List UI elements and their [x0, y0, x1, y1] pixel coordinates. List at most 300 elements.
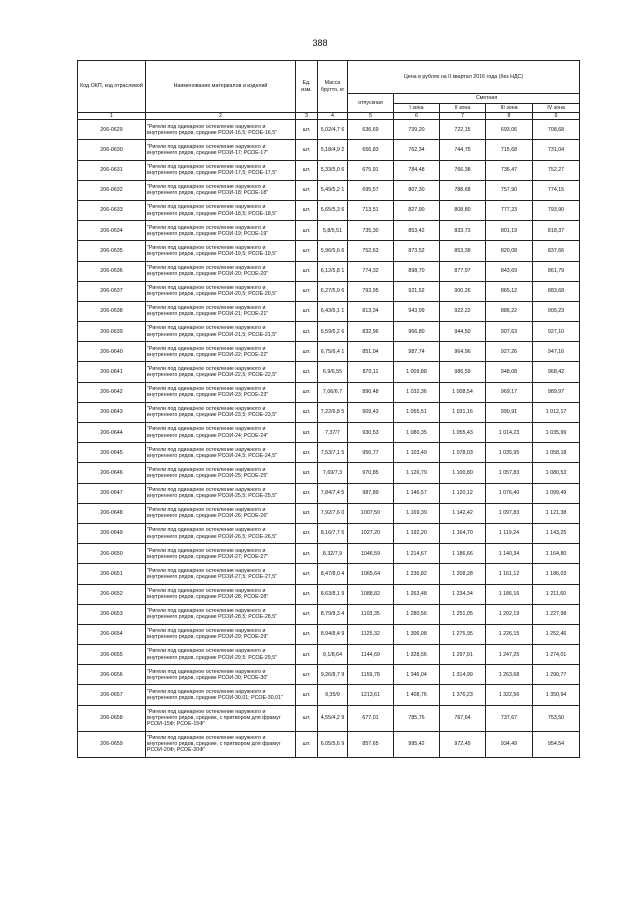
row-release-price: 987,89: [348, 483, 394, 503]
row-zone-3-price: 1 097,83: [486, 503, 533, 523]
row-code: 206-0654: [78, 624, 146, 644]
row-zone-1-price: 784,48: [394, 160, 440, 180]
row-zone-3-price: 843,69: [486, 261, 533, 281]
row-name: "Ригели под одинарное остекление наружного и внутреннего рядов, средние РСОИ-28,5; РСОЕ-28,5": [146, 604, 296, 624]
row-zone-1-price: 1 192,20: [394, 523, 440, 543]
row-zone-4-price: 1 350,94: [533, 685, 580, 705]
row-unit: шт.: [296, 241, 318, 261]
row-release-price: 1159,78: [348, 665, 394, 685]
row-release-price: 774,32: [348, 261, 394, 281]
row-zone-1-price: 987,74: [394, 342, 440, 362]
row-zone-4-price: 1 290,77: [533, 665, 580, 685]
row-code: 206-0659: [78, 731, 146, 757]
row-mass: 8,63/8,1 9: [318, 584, 348, 604]
row-name: "Ригели под одинарное остекление наружного и внутреннего рядов, средние РСОИ-30,01; РСОЕ-30,01": [146, 685, 296, 705]
row-code: 206-0655: [78, 645, 146, 665]
header-zone-2: II зона: [440, 104, 486, 113]
row-code: 206-0656: [78, 665, 146, 685]
row-zone-3-price: 1 263,68: [486, 665, 533, 685]
row-zone-3-price: 801,19: [486, 221, 533, 241]
table-row: [78, 503, 580, 523]
row-release-price: 832,96: [348, 322, 394, 342]
row-zone-4-price: 1 099,49: [533, 483, 580, 503]
row-code: 206-0629: [78, 120, 146, 140]
row-release-price: 1088,82: [348, 584, 394, 604]
row-zone-4-price: 731,04: [533, 140, 580, 160]
row-mass: 8,79/8,3 4: [318, 604, 348, 624]
row-code: 206-0650: [78, 544, 146, 564]
column-number: 2: [146, 113, 296, 120]
row-zone-3-price: 1 202,19: [486, 604, 533, 624]
row-zone-3-price: 1 247,25: [486, 645, 533, 665]
row-name: "Ригели под одинарное остекление наружного и внутреннего рядов, средние РСОИ-29; РСОЕ-29": [146, 624, 296, 644]
row-release-price: 1103,35: [348, 604, 394, 624]
row-unit: шт.: [296, 665, 318, 685]
row-unit: шт.: [296, 200, 318, 220]
row-release-price: 677,01: [348, 705, 394, 731]
row-unit: шт.: [296, 523, 318, 543]
row-mass: 5,02/4,7 6: [318, 120, 348, 140]
row-zone-2-price: 1 078,03: [440, 443, 486, 463]
table-row: [78, 523, 580, 543]
column-number: 6: [394, 113, 440, 120]
column-number: 9: [533, 113, 580, 120]
row-zone-2-price: 788,68: [440, 180, 486, 200]
row-zone-1-price: 1 306,08: [394, 624, 440, 644]
table-row: [78, 731, 580, 757]
row-name: "Ригели под одинарное остекление наружного и внутреннего рядов, средние РСОИ-23,5; РСОЕ-23,5": [146, 402, 296, 422]
row-name: "Ригели под одинарное остекление наружного и внутреннего рядов, средние РСОИ-25,5; РСОЕ-25,5": [146, 483, 296, 503]
row-release-price: 752,63: [348, 241, 394, 261]
row-name: "Ригели под одинарное остекление наружного и внутреннего рядов, средние РСОИ-20,5; РСОЕ-20,5": [146, 281, 296, 301]
row-zone-1-price: 853,42: [394, 221, 440, 241]
row-zone-2-price: 972,45: [440, 731, 486, 757]
row-zone-1-price: 1 032,36: [394, 382, 440, 402]
row-zone-4-price: 947,16: [533, 342, 580, 362]
row-zone-3-price: 1 161,12: [486, 564, 533, 584]
row-name: "Ригели под одинарное остекление наружного и внутреннего рядов, средние РСОИ-26; РСОЕ-26": [146, 503, 296, 523]
table-row: [78, 322, 580, 342]
row-zone-1-price: 1 236,82: [394, 564, 440, 584]
row-release-price: 1046,59: [348, 544, 394, 564]
row-mass: 6,05/5,6 9: [318, 731, 348, 757]
row-zone-3-price: 777,23: [486, 200, 533, 220]
table-row: [78, 301, 580, 321]
row-code: 206-0649: [78, 523, 146, 543]
row-unit: шт.: [296, 362, 318, 382]
row-zone-2-price: 1 376,23: [440, 685, 486, 705]
row-code: 206-0653: [78, 604, 146, 624]
row-name: "Ригели под одинарное остекление наружного и внутреннего рядов, средние РСОИ-22,5; РСОЕ-22,5": [146, 362, 296, 382]
row-zone-2-price: 1 234,34: [440, 584, 486, 604]
table-row: [78, 281, 580, 301]
row-zone-2-price: 1 186,66: [440, 544, 486, 564]
table-row: [78, 140, 580, 160]
header-zone-3: III зона: [486, 104, 533, 113]
row-release-price: 1065,64: [348, 564, 394, 584]
row-name: "Ригели под одинарное остекление наружного и внутреннего рядов, средние РСОИ-27; РСОЕ-27": [146, 544, 296, 564]
row-zone-3-price: 1 226,15: [486, 624, 533, 644]
row-release-price: 1007,50: [348, 503, 394, 523]
row-unit: шт.: [296, 140, 318, 160]
table-row: [78, 604, 580, 624]
row-zone-3-price: 865,12: [486, 281, 533, 301]
row-mass: 6,9/6,55: [318, 362, 348, 382]
row-zone-1-price: 1 080,35: [394, 423, 440, 443]
table-row: [78, 624, 580, 644]
row-zone-1-price: 1 009,88: [394, 362, 440, 382]
row-release-price: 970,85: [348, 463, 394, 483]
row-zone-1-price: 921,52: [394, 281, 440, 301]
row-code: 206-0646: [78, 463, 146, 483]
row-zone-3-price: 886,22: [486, 301, 533, 321]
row-unit: шт.: [296, 544, 318, 564]
row-release-price: 713,51: [348, 200, 394, 220]
row-zone-4-price: 1 211,60: [533, 584, 580, 604]
row-zone-3-price: 757,90: [486, 180, 533, 200]
row-unit: шт.: [296, 584, 318, 604]
row-code: 206-0657: [78, 685, 146, 705]
row-zone-2-price: 767,64: [440, 705, 486, 731]
column-number: 1: [78, 113, 146, 120]
column-number: 5: [348, 113, 394, 120]
row-zone-2-price: 1 142,42: [440, 503, 486, 523]
row-release-price: 857,65: [348, 731, 394, 757]
row-code: 206-0647: [78, 483, 146, 503]
row-unit: шт.: [296, 301, 318, 321]
row-zone-1-price: 762,34: [394, 140, 440, 160]
row-unit: шт.: [296, 120, 318, 140]
table-row: [78, 342, 580, 362]
row-mass: 9,1/8,64: [318, 645, 348, 665]
row-name: "Ригели под одинарное остекление наружного и внутреннего рядов, средние РСОИ-24,5; РСОЕ-24,5": [146, 443, 296, 463]
table-row: [78, 443, 580, 463]
header-zone-4: IV зона: [533, 104, 580, 113]
row-code: 206-0634: [78, 221, 146, 241]
column-number: 7: [440, 113, 486, 120]
row-mass: 5,96/5,6 6: [318, 241, 348, 261]
row-unit: шт.: [296, 342, 318, 362]
row-zone-3-price: 990,91: [486, 402, 533, 422]
row-zone-3-price: 1 140,34: [486, 544, 533, 564]
header-price-group: Цена в рублях на II квартал 2016 года (без НДС): [348, 61, 580, 94]
row-mass: 7,53/7,1 5: [318, 443, 348, 463]
row-unit: шт.: [296, 604, 318, 624]
row-zone-4-price: 837,66: [533, 241, 580, 261]
row-release-price: 950,77: [348, 443, 394, 463]
row-unit: шт.: [296, 423, 318, 443]
row-unit: шт.: [296, 624, 318, 644]
row-name: "Ригели под одинарное остекление наружного и внутреннего рядов, средние РСОИ-30; РСОЕ-30": [146, 665, 296, 685]
table-row: [78, 423, 580, 443]
row-zone-4-price: 883,68: [533, 281, 580, 301]
row-zone-3-price: 1 322,56: [486, 685, 533, 705]
row-zone-4-price: 752,27: [533, 160, 580, 180]
row-code: 206-0637: [78, 281, 146, 301]
row-release-price: 1027,20: [348, 523, 394, 543]
row-unit: шт.: [296, 443, 318, 463]
row-release-price: 870,11: [348, 362, 394, 382]
row-zone-4-price: 1 121,38: [533, 503, 580, 523]
row-zone-1-price: 1 214,67: [394, 544, 440, 564]
row-release-price: 675,91: [348, 160, 394, 180]
row-code: 206-0636: [78, 261, 146, 281]
row-unit: шт.: [296, 402, 318, 422]
row-mass: 7,37/7: [318, 423, 348, 443]
row-zone-4-price: 954,54: [533, 731, 580, 757]
row-release-price: 813,34: [348, 301, 394, 321]
column-number: 8: [486, 113, 533, 120]
row-zone-1-price: 739,20: [394, 120, 440, 140]
row-unit: шт.: [296, 645, 318, 665]
header-zone-1: I зона: [394, 104, 440, 113]
row-name: "Ригели под одинарное остекление наружного и внутреннего рядов, средние РСОИ-26,5; РСОЕ-26,5": [146, 523, 296, 543]
table-row: [78, 402, 580, 422]
row-zone-3-price: 948,08: [486, 362, 533, 382]
header-estimate: Сметная: [394, 94, 580, 104]
row-zone-1-price: 1 346,04: [394, 665, 440, 685]
header-mass: Масса брутто, кг: [318, 61, 348, 113]
row-unit: шт.: [296, 731, 318, 757]
row-zone-4-price: 1 012,17: [533, 402, 580, 422]
row-zone-1-price: 898,70: [394, 261, 440, 281]
row-release-price: 695,57: [348, 180, 394, 200]
page-number: 388: [312, 38, 328, 48]
row-release-price: 1213,61: [348, 685, 394, 705]
table-row: [78, 120, 580, 140]
row-mass: 5,8/5,51: [318, 221, 348, 241]
table-row: [78, 685, 580, 705]
row-name: "Ригели под одинарное остекление наружного и внутреннего рядов, средние РСОИ-16,5; РСОЕ-16,5": [146, 120, 296, 140]
row-name: "Ригели под одинарное остекление наружного и внутреннего рядов, средние РСОИ-28; РСОЕ-28": [146, 584, 296, 604]
row-name: "Ригели под одинарное остекление наружного и внутреннего рядов, средние РСОИ-25; РСОЕ-25": [146, 463, 296, 483]
row-unit: шт.: [296, 221, 318, 241]
row-mass: 5,18/4,9 2: [318, 140, 348, 160]
row-mass: 5,49/5,2 1: [318, 180, 348, 200]
row-zone-1-price: 966,80: [394, 322, 440, 342]
table-row: [78, 160, 580, 180]
row-unit: шт.: [296, 160, 318, 180]
row-mass: 9,35/9: [318, 685, 348, 705]
row-zone-2-price: 964,96: [440, 342, 486, 362]
row-code: 206-0648: [78, 503, 146, 523]
row-mass: 6,75/6,4 1: [318, 342, 348, 362]
column-number: 3: [296, 113, 318, 120]
row-code: 206-0632: [78, 180, 146, 200]
row-zone-1-price: 1 169,39: [394, 503, 440, 523]
row-unit: шт.: [296, 705, 318, 731]
row-zone-2-price: 1 120,12: [440, 483, 486, 503]
row-zone-2-price: 922,22: [440, 301, 486, 321]
row-zone-2-price: 1 275,95: [440, 624, 486, 644]
price-table: [77, 60, 580, 758]
header-name: Наименование материалов и изделий: [146, 61, 296, 113]
row-zone-2-price: 1 008,54: [440, 382, 486, 402]
header-release: отпускная: [348, 94, 394, 113]
table-row: [78, 200, 580, 220]
row-zone-1-price: 827,90: [394, 200, 440, 220]
row-zone-2-price: 1 055,43: [440, 423, 486, 443]
row-unit: шт.: [296, 322, 318, 342]
row-zone-2-price: 853,38: [440, 241, 486, 261]
row-code: 206-0639: [78, 322, 146, 342]
row-code: 206-0641: [78, 362, 146, 382]
table-row: [78, 382, 580, 402]
row-unit: шт.: [296, 564, 318, 584]
row-zone-4-price: 1 058,18: [533, 443, 580, 463]
row-release-price: 909,43: [348, 402, 394, 422]
row-zone-1-price: 1 408,76: [394, 685, 440, 705]
row-name: "Ригели под одинарное остекление наружного и внутреннего рядов, средние РСОИ-20; РСОЕ-20": [146, 261, 296, 281]
row-name: "Ригели под одинарное остекление наружного и внутреннего рядов, средние РСОИ-17; РСОЕ-17": [146, 140, 296, 160]
row-zone-4-price: 818,37: [533, 221, 580, 241]
row-release-price: 656,83: [348, 140, 394, 160]
row-zone-3-price: 934,49: [486, 731, 533, 757]
row-zone-2-price: 877,97: [440, 261, 486, 281]
row-zone-2-price: 1 251,05: [440, 604, 486, 624]
row-mass: 7,84/7,4 5: [318, 483, 348, 503]
row-unit: шт.: [296, 483, 318, 503]
row-zone-1-price: 873,52: [394, 241, 440, 261]
table-row: [78, 221, 580, 241]
row-unit: шт.: [296, 382, 318, 402]
row-zone-3-price: 737,67: [486, 705, 533, 731]
table-row: [78, 544, 580, 564]
column-number: 4: [318, 113, 348, 120]
row-name: "Ригели под одинарное остекление наружного и внутреннего рядов, средние РСОИ-22; РСОЕ-22": [146, 342, 296, 362]
row-zone-4-price: 1 164,80: [533, 544, 580, 564]
row-unit: шт.: [296, 261, 318, 281]
row-name: "Ригели под одинарное остекление наружного и внутреннего рядов, средние РСОИ-18,5; РСОЕ-18,5": [146, 200, 296, 220]
table-row: [78, 564, 580, 584]
row-zone-3-price: 820,08: [486, 241, 533, 261]
row-mass: 8,16/7,7 5: [318, 523, 348, 543]
row-code: 206-0652: [78, 584, 146, 604]
table-row: [78, 645, 580, 665]
row-mass: 7,22/6,8 5: [318, 402, 348, 422]
header-unit: Ед. изм.: [296, 61, 318, 113]
row-zone-3-price: 1 057,83: [486, 463, 533, 483]
row-zone-2-price: 944,50: [440, 322, 486, 342]
row-name: "Ригели под одинарное остекление наружного и внутреннего рядов, средние РСОИ-19; РСОЕ-19": [146, 221, 296, 241]
row-zone-1-price: 1 146,57: [394, 483, 440, 503]
row-zone-4-price: 905,23: [533, 301, 580, 321]
row-zone-2-price: 808,80: [440, 200, 486, 220]
row-mass: 9,26/8,7 9: [318, 665, 348, 685]
row-release-price: 636,69: [348, 120, 394, 140]
row-zone-3-price: 1 119,24: [486, 523, 533, 543]
row-release-price: 851,04: [348, 342, 394, 362]
row-mass: 6,12/5,8 1: [318, 261, 348, 281]
row-zone-4-price: 1 035,99: [533, 423, 580, 443]
row-zone-4-price: 793,90: [533, 200, 580, 220]
row-code: 206-0635: [78, 241, 146, 261]
row-zone-2-price: 766,38: [440, 160, 486, 180]
row-zone-4-price: 1 252,46: [533, 624, 580, 644]
row-name: "Ригели под одинарное остекление наружного и внутреннего рядов, средние РСОИ-27,5; РСОЕ-27,5": [146, 564, 296, 584]
table-row: [78, 463, 580, 483]
row-code: 206-0638: [78, 301, 146, 321]
row-zone-2-price: 1 208,28: [440, 564, 486, 584]
row-code: 206-0645: [78, 443, 146, 463]
row-zone-4-price: 1 227,98: [533, 604, 580, 624]
table-row: [78, 261, 580, 281]
row-zone-3-price: 1 076,40: [486, 483, 533, 503]
table-row: [78, 180, 580, 200]
row-code: 206-0643: [78, 402, 146, 422]
row-mass: 6,27/5,9 6: [318, 281, 348, 301]
table-row: [78, 241, 580, 261]
row-code: 206-0658: [78, 705, 146, 731]
row-zone-4-price: 968,42: [533, 362, 580, 382]
row-zone-2-price: 1 164,70: [440, 523, 486, 543]
row-zone-3-price: 927,26: [486, 342, 533, 362]
row-zone-2-price: 833,73: [440, 221, 486, 241]
row-name: "Ригели под одинарное остекление наружного и внутреннего рядов, средние РСОИ-19,5; РСОЕ-19,5": [146, 241, 296, 261]
row-name: "Ригели под одинарное остекление наружного и внутреннего рядов, средние РСОИ-21,5; РСОЕ-21,5": [146, 322, 296, 342]
row-zone-1-price: 995,42: [394, 731, 440, 757]
row-zone-2-price: 986,59: [440, 362, 486, 382]
row-release-price: 1125,32: [348, 624, 394, 644]
row-code: 206-0640: [78, 342, 146, 362]
row-zone-4-price: 861,79: [533, 261, 580, 281]
row-unit: шт.: [296, 503, 318, 523]
table-row: [78, 362, 580, 382]
row-unit: шт.: [296, 463, 318, 483]
row-zone-2-price: 1 314,99: [440, 665, 486, 685]
row-zone-1-price: 1 126,79: [394, 463, 440, 483]
row-zone-1-price: 1 103,49: [394, 443, 440, 463]
row-zone-2-price: 722,15: [440, 120, 486, 140]
table-row: [78, 483, 580, 503]
row-unit: шт.: [296, 180, 318, 200]
row-mass: 6,59/6,2 6: [318, 322, 348, 342]
row-name: "Ригели под одинарное остекление наружного и внутреннего рядов, средние РСОИ-18; РСОЕ-18": [146, 180, 296, 200]
row-zone-2-price: 900,26: [440, 281, 486, 301]
row-unit: шт.: [296, 685, 318, 705]
row-zone-4-price: 774,15: [533, 180, 580, 200]
row-zone-2-price: 1 100,80: [440, 463, 486, 483]
row-zone-1-price: 1 263,48: [394, 584, 440, 604]
row-zone-4-price: 927,10: [533, 322, 580, 342]
row-zone-3-price: 1 014,23: [486, 423, 533, 443]
row-code: 206-0630: [78, 140, 146, 160]
row-mass: 4,55/4,2 9: [318, 705, 348, 731]
row-zone-3-price: 1 035,95: [486, 443, 533, 463]
row-zone-2-price: 1 031,16: [440, 402, 486, 422]
row-name: "Ригели под одинарное остекление наружного и внутреннего рядов, средние РСОИ-24; РСОЕ-24": [146, 423, 296, 443]
row-zone-3-price: 907,63: [486, 322, 533, 342]
row-zone-1-price: 1 280,56: [394, 604, 440, 624]
row-mass: 6,43/6,1 1: [318, 301, 348, 321]
row-mass: 7,06/6,7: [318, 382, 348, 402]
row-name: "Ригели под одинарное остекление наружного и внутреннего рядов, средние, с притвором для фрамуг РСОИ-15Ф; РСОЕ-15Ф": [146, 705, 296, 731]
row-zone-1-price: 785,76: [394, 705, 440, 731]
row-mass: 8,32/7,9: [318, 544, 348, 564]
row-zone-4-price: 1 274,01: [533, 645, 580, 665]
row-release-price: 930,53: [348, 423, 394, 443]
row-name: "Ригели под одинарное остекление наружного и внутреннего рядов, средние, с притвором для фрамуг РСОИ-20Ф; РСОЕ-20Ф": [146, 731, 296, 757]
row-zone-4-price: 1 186,03: [533, 564, 580, 584]
table-row: [78, 705, 580, 731]
row-code: 206-0631: [78, 160, 146, 180]
row-zone-1-price: 1 328,56: [394, 645, 440, 665]
row-zone-2-price: 744,75: [440, 140, 486, 160]
row-release-price: 890,48: [348, 382, 394, 402]
row-zone-1-price: 807,30: [394, 180, 440, 200]
header-code: Код ОКП, код отраслевой: [78, 61, 146, 113]
row-zone-4-price: 753,50: [533, 705, 580, 731]
